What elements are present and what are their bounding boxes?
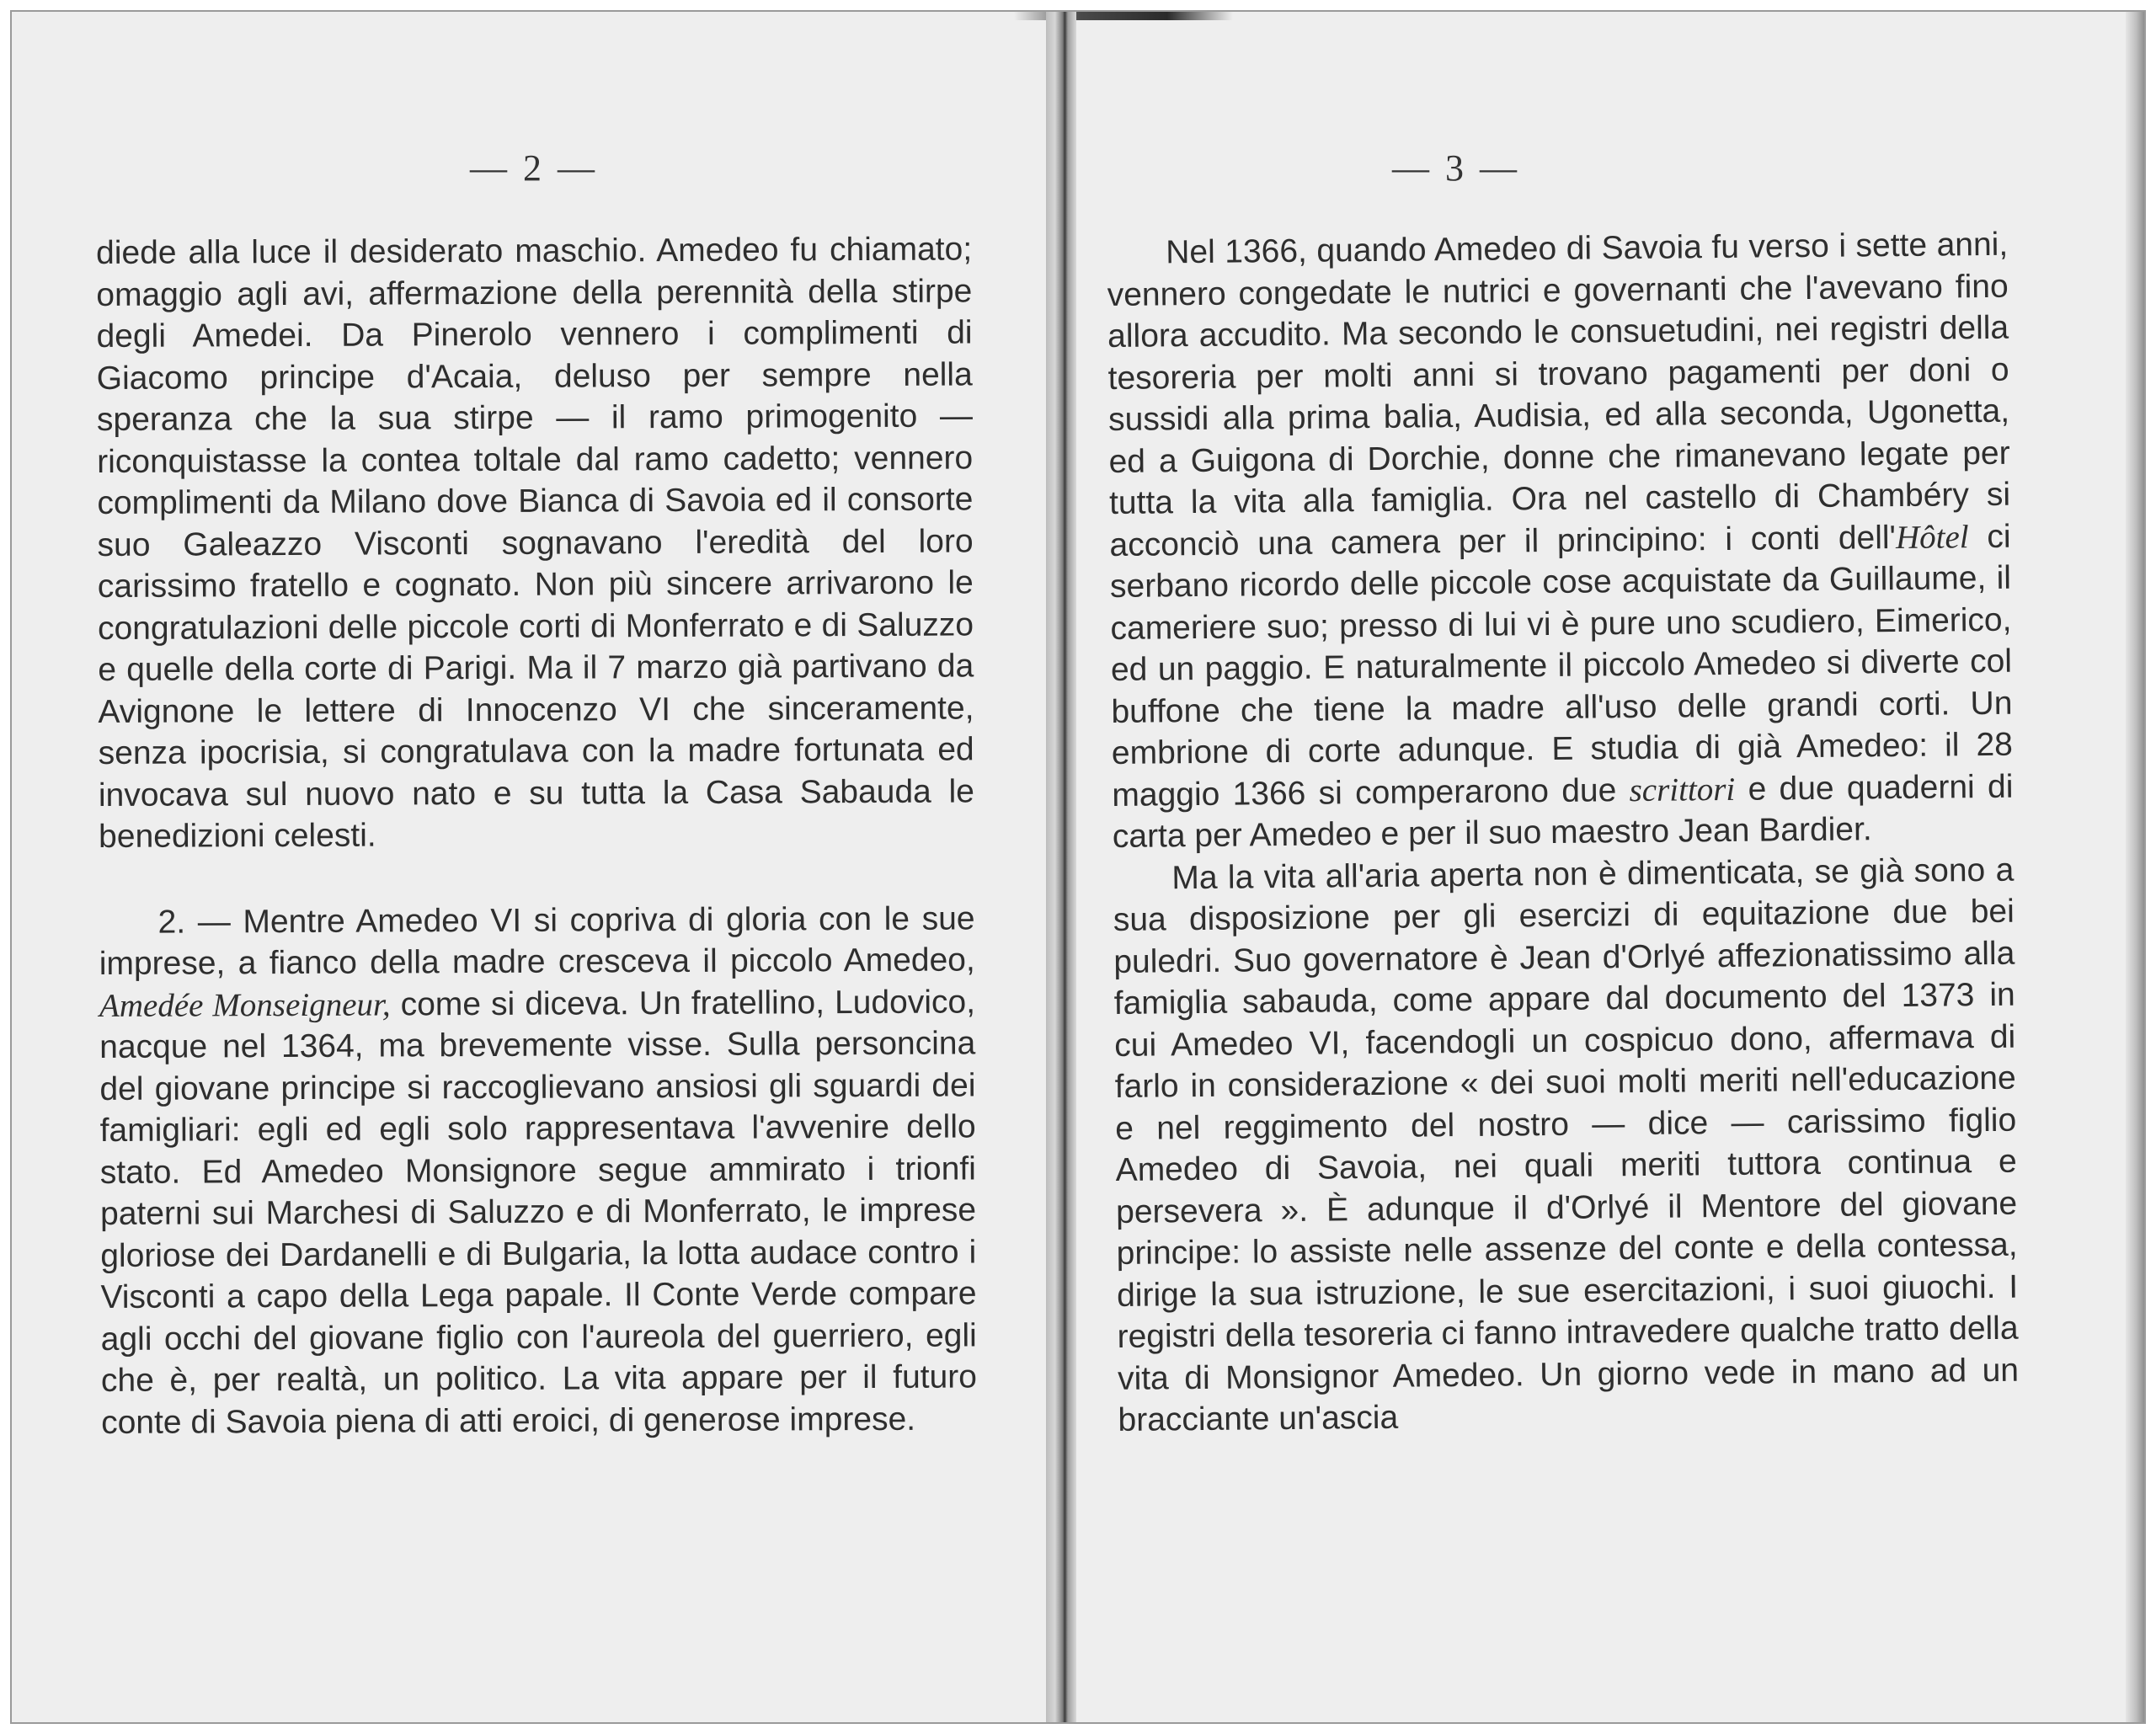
left-paragraph-1: diede alla luce il desiderato maschio. Amedeo fu chiamato; omaggio agli avi, affermazione della perennità della stirpe degli Amedei. Da Pinerolo vennero i complimenti di Giacomo principe d'Acaia, deluso per sempre nella speranza che la sua stirpe — il ramo primogenito — riconquistasse la contea toltale dal ramo cadetto; vennero complimenti da Milano dove Bianca di Savoia ed il consorte suo Galeazzo Visconti sognavano l'eredità del loro carissimo fratello e cognato. Non più sincere arrivarono le congratulazioni delle piccole corti di Monferrato e di Saluzzo e quelle della corte di Parigi. Ma il 7 marzo già partivano da Avignone le lettere di Innocenzo VI che sinceramente, senza ipocrisia, si congratulava con la madre fortunata ed invocava sul nuovo nato e su tutta la Casa Sabauda le benedizioni celesti. <box>96 231 974 855</box>
left-paragraph-2-italic: Amedée Monseigneur, <box>99 985 391 1024</box>
right-paragraph-1-text-a: Nel 1366, quando Amedeo di Savoia fu verso i sette anni, vennero congedate le nutrici e governanti che l'avevano fino allora accudito. Ma secondo le consuetudini, nei registri della tesoreria per molti anni si trovano pagamenti per doni o sussidi alla prima balia, Audisia, ed alla seconda, Ugonetta, ed a Guigona di Dorchie, donne che rimanevano legate per tutta la vita alla famiglia. Ora nel castello di Chambéry si acconciò una camera per il principino: i conti dell' <box>1107 226 2011 563</box>
left-paragraph-2-text-a: 2. — Mentre Amedeo VI si copriva di gloria con le sue imprese, a fianco della madre cresceva il piccolo Amedeo, <box>99 899 975 982</box>
left-paragraph-2 <box>99 898 977 1443</box>
book-gutter <box>1046 12 1076 1722</box>
paragraph-gap <box>99 854 974 902</box>
right-paragraph-1-text-b: ci serbano ricordo delle piccole cose acquistate da Guillaume, il cameriere suo; presso di lui vi è pure uno scudiero, Eimerico, ed un paggio. E naturalmente il piccolo Amedeo si diverte col buffone che tiene la madre all'uso delle grandi corti. Un embrione di corte adunque. E studia di già Amedeo: il 28 maggio 1366 si comperarono due <box>1109 518 2014 814</box>
left-page-text <box>96 228 977 1443</box>
left-paragraph-2-text-b: come si diceva. Un fratellino, Ludovico, nacque nel 1364, ma brevemente visse. Sulla personcina del giovane principe si raccoglievano ansiosi gli sguardi dei famigliari: egli ed egli solo rappresentava l'avvenire dello stato. Ed Amedeo Monsignore segue ammirato i trionfi paterni sui Marchesi di Saluzzo e di Monferrato, le imprese gloriose dei Dardanelli e di Bulgaria, la lotta audace contro i Visconti a capo della Lega papale. Il Conte Verde compare agli occhi del giovane figlio con l'aureola del guerriero, egli che è, per realtà, un politico. La vita appare per il futuro conte di Savoia piena di atti eroici, di generose imprese. <box>99 983 978 1441</box>
right-paragraph-1-italic-b: scrittori <box>1629 771 1736 808</box>
right-paragraph-1 <box>1107 224 2014 858</box>
right-paragraph-1-italic-a: Hôtel <box>1895 518 1969 556</box>
right-paragraph-1-text-c: e due quaderni di carta per Amedeo e per il suo maestro Jean Bardier. <box>1112 768 2014 855</box>
page-number-left: — 2 — <box>470 147 598 189</box>
book-right-edge <box>2126 12 2144 1722</box>
right-page-text <box>1107 224 2020 1442</box>
page-number-right: — 3 — <box>1392 147 1520 189</box>
right-paragraph-2: Ma la vita all'aria aperta non è dimenticata, se già sono a sua disposizione per gli esercizi di equitazione due bei puledri. Suo governatore è Jean d'Orlyé affezionatissimo alla famiglia sabauda, come appare dal documento del 1373 in cui Amedeo VI, facendogli un cospicuo dono, affermava di farlo in considerazione « dei suoi molti meriti nell'educazione e nel reggimento del nostro — dice — carissimo figlio Amedeo di Savoia, nei quali meriti tuttora continua e persevera ». È adunque il d'Orlyé il Mentore del giovane principe: lo assiste nelle assenze del conte e della contessa, dirige la sua istruzione, le sue esercitazioni, i suoi giuochi. I registri della tesoreria ci fanno intravedere qualche tratto della vita di Monsignor Amedeo. Un giorno vede in mano ad un bracciante un'ascia <box>1113 851 2020 1438</box>
book-spread <box>10 10 2146 1724</box>
